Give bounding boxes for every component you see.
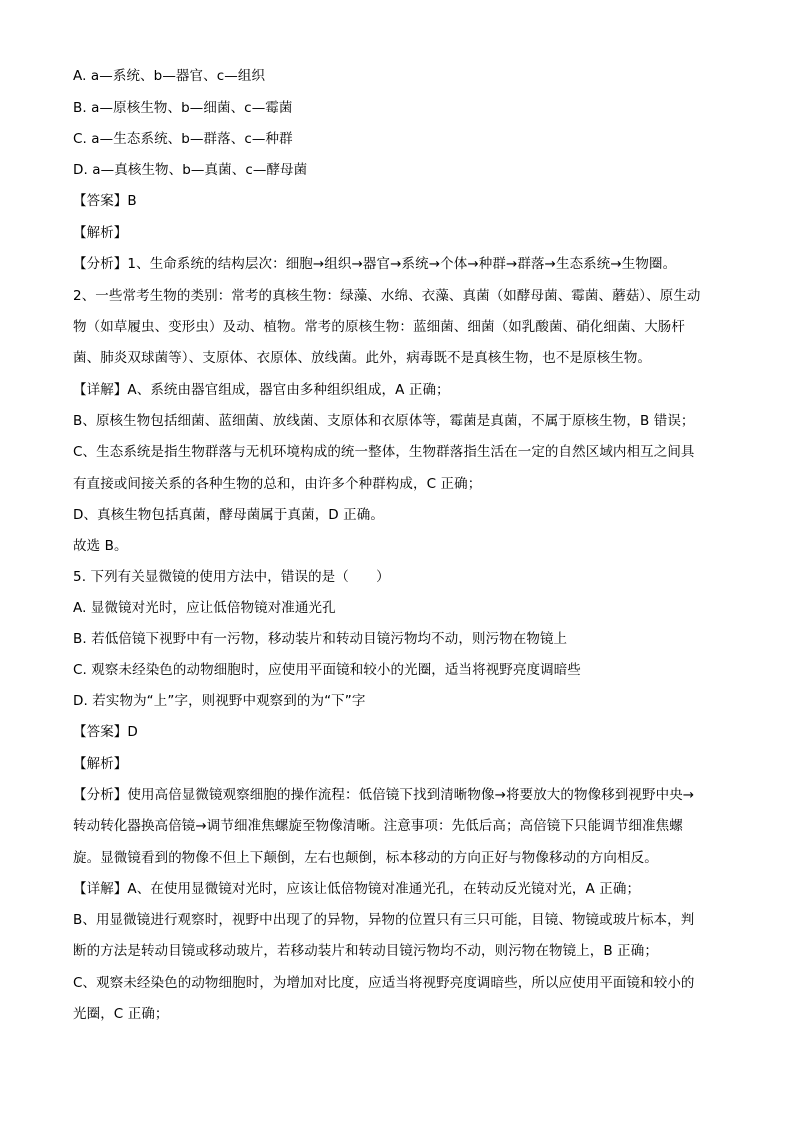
question-option-a: A. 显微镜对光时，应让低倍物镜对准通光孔 xyxy=(73,600,336,616)
analysis-text-line: 物（如草履虫、变形虫）及动、植物。常考的原核生物：蓝细菌、细菌（如乳酸菌、硝化细菌、大肠杆 xyxy=(73,319,685,335)
detail-text-line: C、观察未经染色的动物细胞时，为增加对比度，应适当将视野亮度调暗些，所以应使用平面镜和较小的 xyxy=(73,975,695,991)
question-option-c: C. 观察未经染色的动物细胞时，应使用平面镜和较小的光圈，适当将视野亮度调暗些 xyxy=(73,662,581,678)
question-option-d: D. 若实物为“上”字，则视野中观察到的为“下”字 xyxy=(73,693,366,709)
analysis-text-line: 【分析】使用高倍显微镜观察细胞的操作流程：低倍镜下找到清晰物像→将要放大的物像移到视野中央→ xyxy=(73,787,695,803)
analysis-heading: 【解析】 xyxy=(73,756,128,772)
option-b-line: B. a—原核生物、b—细菌、c—霉菌 xyxy=(73,100,293,116)
question-stem: 5. 下列有关显微镜的使用方法中，错误的是（ ） xyxy=(73,569,390,585)
option-a-line: A. a—系统、b—器官、c—组织 xyxy=(73,68,266,84)
detail-text-line: 【详解】A、系统由器官组成，器官由多种组织组成，A 正确； xyxy=(73,382,450,398)
analysis-text-line: 菌、肺炎双球菌等）、支原体、衣原体、放线菌。此外，病毒既不是真核生物，也不是原核生物。 xyxy=(73,350,652,366)
analysis-text-line: 旋。显微镜看到的物像不但上下颠倒，左右也颠倒，标本移动的方向正好与物像移动的方向相反。 xyxy=(73,850,658,866)
detail-text-line: D、真核生物包括真菌，酵母菌属于真菌，D 正确。 xyxy=(73,507,384,523)
question-option-b: B. 若低倍镜下视野中有一污物，移动装片和转动目镜污物均不动，则污物在物镜上 xyxy=(73,631,568,647)
analysis-heading: 【解析】 xyxy=(73,225,128,241)
option-d-line: D. a—真核生物、b—真菌、c—酵母菌 xyxy=(73,162,308,178)
detail-text-line: 【详解】A、在使用显微镜对光时，应该让低倍物镜对准通光孔，在转动反光镜对光，A 正确； xyxy=(73,881,641,897)
detail-text-line: C、生态系统是指生物群落与无机环境构成的统一整体，生物群落指生活在一定的自然区域内相互之间具 xyxy=(73,444,695,460)
analysis-text-line: 【分析】1、生命系统的结构层次：细胞→组织→器官→系统→个体→种群→群落→生态系统→生物圈。 xyxy=(73,256,677,272)
detail-text-line: B、原核生物包括细菌、蓝细菌、放线菌、支原体和衣原体等，霉菌是真菌，不属于原核生物，B 错误； xyxy=(73,413,695,429)
detail-text-line: 光圈，C 正确； xyxy=(73,1006,169,1022)
analysis-text-line: 转动转化器换高倍镜→调节细准焦螺旋至物像清晰。注意事项：先低后高；高倍镜下只能调节细准焦螺 xyxy=(73,818,683,834)
analysis-text-line: 2、一些常考生物的类别：常考的真核生物：绿藻、水绵、衣藻、真菌（如酵母菌、霉菌、蘑菇）、原生动 xyxy=(73,288,701,304)
detail-text-line: 有直接或间接关系的各种生物的总和，由许多个种群构成，C 正确； xyxy=(73,476,482,492)
answer-line: 【答案】D xyxy=(73,724,138,740)
answer-line: 【答案】B xyxy=(73,193,137,209)
detail-text-line: B、用显微镜进行观察时，视野中出现了的异物，异物的位置只有三只可能，目镜、物镜或玻片标本，判 xyxy=(73,912,695,928)
option-c-line: C. a—生态系统、b—群落、c—种群 xyxy=(73,131,293,147)
conclusion-line: 故选 B。 xyxy=(73,538,128,554)
detail-text-line: 断的方法是转动目镜或移动玻片，若移动装片和转动目镜污物均不动，则污物在物镜上，B 正确； xyxy=(73,943,658,959)
